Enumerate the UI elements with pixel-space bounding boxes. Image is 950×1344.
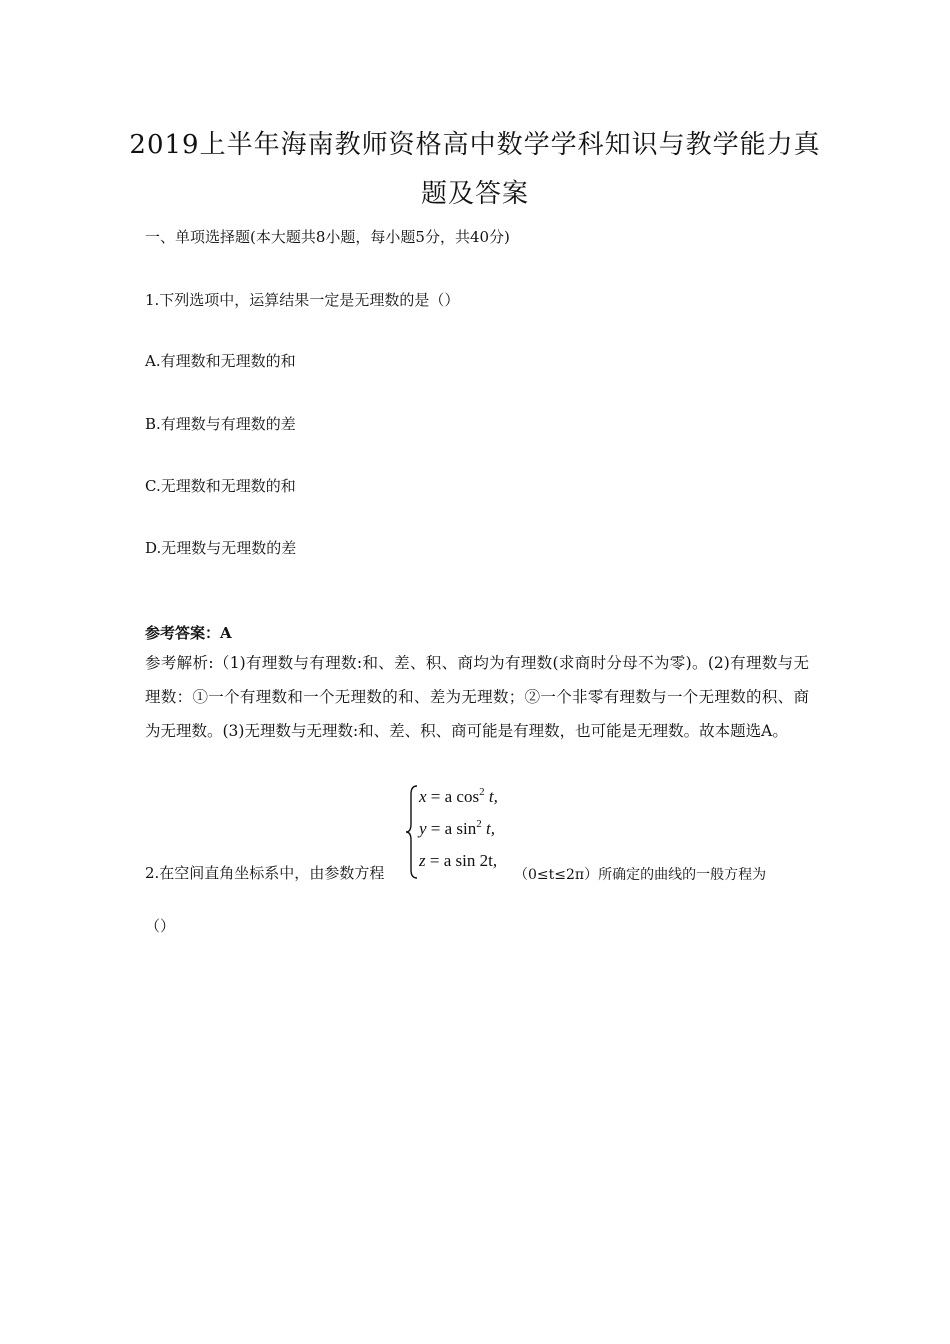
q1-answer: 参考答案：A xyxy=(145,624,232,642)
q1-option-d: D.无理数与无理数的差 xyxy=(145,539,297,557)
doc-title-line1: 2019上半年海南教师资格高中数学学科知识与教学能力真 xyxy=(129,130,821,160)
eq-y-exp: 2 xyxy=(476,818,482,830)
q1-option-b: B.有理数与有理数的差 xyxy=(145,415,296,433)
eq-x-lhs: x xyxy=(419,787,427,806)
q1-analysis: 参考解析:（1)有理数与有理数:和、差、积、商均为有理数(求商时分母不为零)。(2)有理数与无理数：①一个有理数和一个无理数的和、差为无理数；②一个非零有理数与一个无理数的积、商为无理数。(3)无理数与无理数:和、差、积、商可能是有理数，也可能是无理数。故本题选A。 xyxy=(145,654,809,740)
eq-y-rhs: = a sin xyxy=(430,819,477,838)
left-brace-icon xyxy=(405,784,419,880)
eq-y-tail: t, xyxy=(481,819,496,838)
eq-x-exp: 2 xyxy=(479,786,485,798)
eq-x-rhs: = a cos xyxy=(430,787,480,806)
eq-z-lhs: z xyxy=(419,851,426,870)
q1-stem: 1.下列选项中，运算结果一定是无理数的是（） xyxy=(145,291,460,309)
equation-x xyxy=(419,786,498,807)
eq-z-rhs: = a sin 2t, xyxy=(429,851,498,870)
equation-y xyxy=(419,818,495,839)
eq-x-tail: t, xyxy=(484,787,498,806)
eq-y-lhs: y xyxy=(419,819,427,838)
doc-title-line2: 题及答案 xyxy=(420,179,529,209)
q2-stem-suffix: （0≤t≤2π）所确定的曲线的一般方程为 xyxy=(514,867,767,883)
q1-option-a: A.有理数和无理数的和 xyxy=(145,352,296,370)
q2-stem-prefix: 2.在空间直角坐标系中，由参数方程 xyxy=(145,864,385,882)
q1-option-c: C.无理数和无理数的和 xyxy=(145,477,296,495)
equation-z xyxy=(419,850,497,871)
parametric-equation xyxy=(405,784,525,880)
section-heading: 一、单项选择题(本大题共8小题，每小题5分，共40分) xyxy=(145,228,510,246)
q2-blank: （） xyxy=(145,917,176,935)
